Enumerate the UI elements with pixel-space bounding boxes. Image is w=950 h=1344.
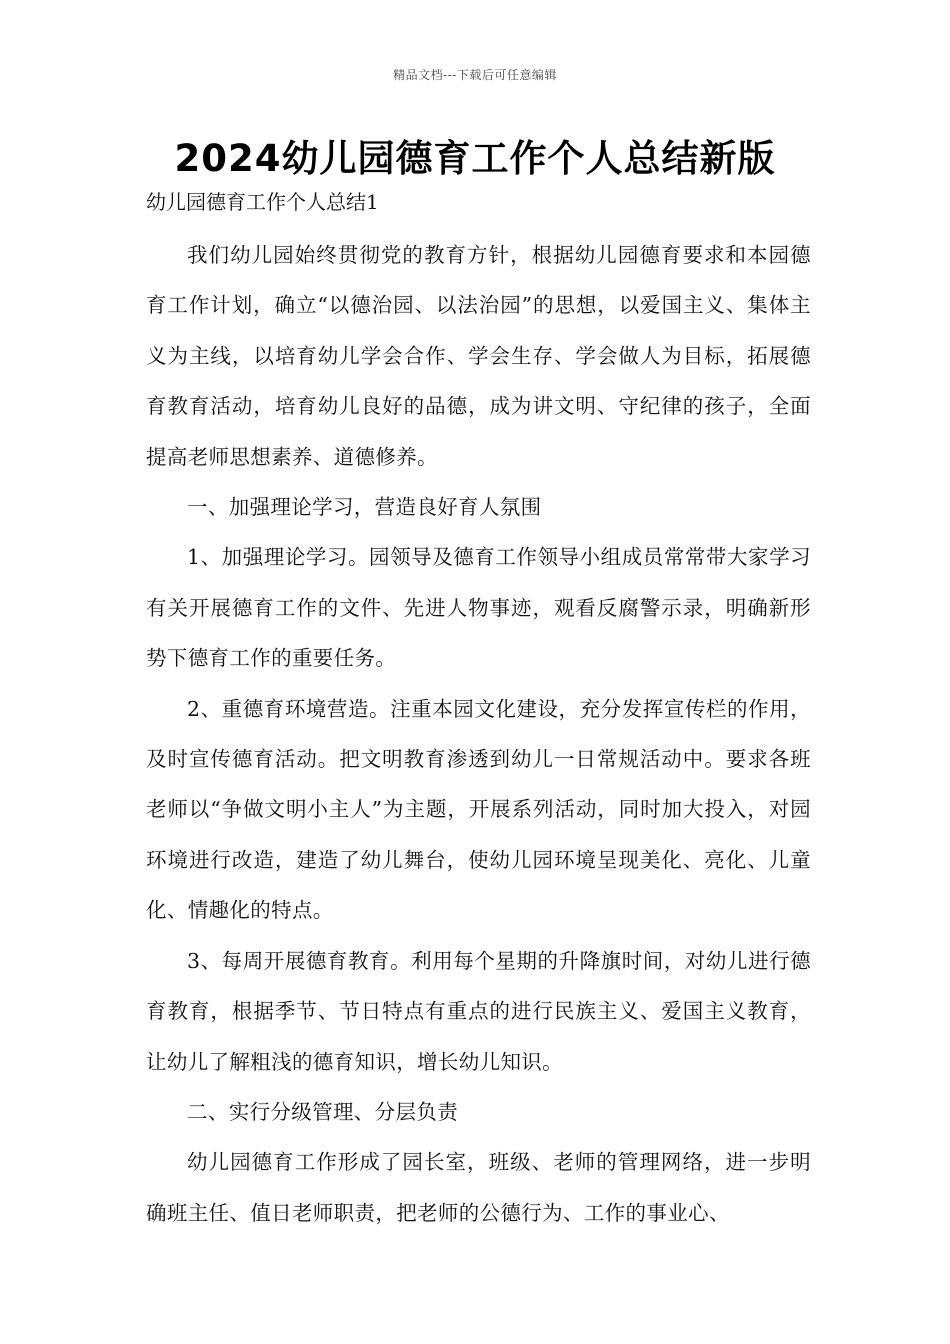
section-heading-1: 一、加强理论学习，营造良好育人氛围 bbox=[187, 495, 542, 520]
paragraph-item-3: 3、每周开展德育教育。利用每个星期的升降旗时间，对幼儿进行德育教育，根据季节、节日特点有重点的进行民族主义、爱国主义教育，让幼儿了解粗浅的德育知识，增长幼儿知识。 bbox=[146, 948, 811, 1074]
paragraph-intro: 我们幼儿园始终贯彻党的教育方针，根据幼儿园德育要求和本园德育工作计划，确立“以德治园、以法治园”的思想，以爱国主义、集体主义为主线，以培育幼儿学会合作、学会生存、学会做人为目标，拓展德育教育活动，培育幼儿良好的品德，成为讲文明、守纪律的孩子，全面提高老师思想素养、道德修养。 bbox=[146, 243, 811, 469]
paragraph-item-1: 1、加强理论学习。园领导及德育工作领导小组成员常常带大家学习有关开展德育工作的文件、先进人物事迹，观看反腐警示录，明确新形势下德育工作的重要任务。 bbox=[146, 545, 811, 671]
section-subheading: 幼儿园德育工作个人总结1 bbox=[146, 190, 379, 214]
section-heading-2: 二、实行分级管理、分层负责 bbox=[187, 1099, 459, 1124]
document-body bbox=[146, 230, 811, 1238]
document-title: 2024幼儿园德育工作个人总结新版 bbox=[174, 137, 776, 180]
paragraph-item-2: 2、重德育环境营造。注重本园文化建设，充分发挥宣传栏的作用，及时宣传德育活动。把文明教育渗透到幼儿一日常规活动中。要求各班老师以“争做文明小主人”为主题，开展系列活动，同时加大投入，对园环境进行改造，建造了幼儿舞台，使幼儿园环境呈现美化、亮化、儿童化、情趣化的特点。 bbox=[146, 696, 811, 923]
header-note: 精品文档---下载后可任意编辑 bbox=[393, 68, 557, 82]
paragraph-management: 幼儿园德育工作形成了园长室，班级、老师的管理网络，进一步明确班主任、值日老师职责，把老师的公德行为、工作的事业心、 bbox=[146, 1150, 811, 1225]
